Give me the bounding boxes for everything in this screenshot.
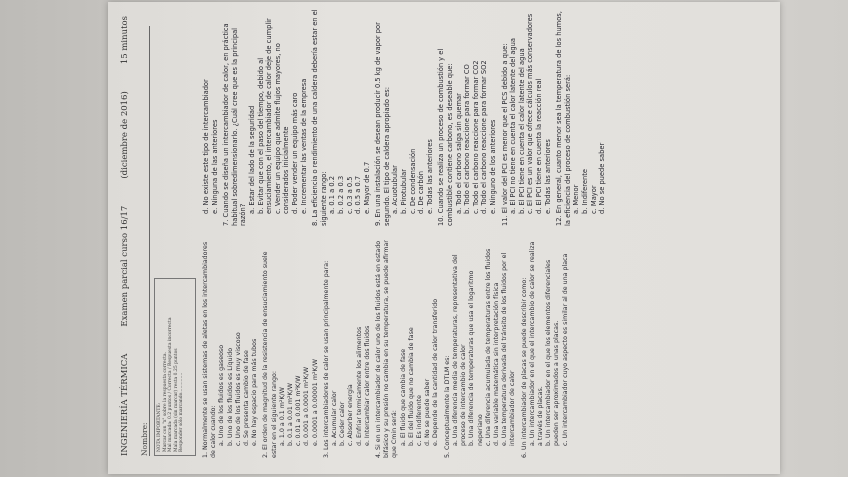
question: [262, 240, 319, 458]
exam-duration: 15 minutos: [120, 16, 130, 65]
question-statement: La eficiencia o rendimiento de una caldera debería estar en el siguiente rango:: [311, 9, 328, 226]
question-statement: En una instalación se desean producir 0.5 kg de vapor por segundo. El tipo de caldera apropiado es:: [374, 22, 391, 226]
answer-option[interactable]: e. Ninguno de los anteriores: [489, 119, 497, 214]
answer-option[interactable]: a. Estar del lado de la seguridad: [247, 105, 256, 214]
answer-option[interactable]: c. 0.3 a 0.5: [345, 176, 354, 214]
question-statement: Conceptualmente la DTLM es:: [443, 355, 451, 450]
answer-option[interactable]: b. Un intercambiador en el que los elementos diferenciales pueden ser aproximados a unas placas.: [545, 259, 561, 446]
question-statement: El orden de magnitud de la resistencia de ensuciamiento suele estar en el siguiente rango:: [262, 251, 278, 458]
answer-option[interactable]: c. De condensación: [408, 148, 417, 214]
answer-option[interactable]: e. Incrementar las ventas de la empresa: [299, 78, 308, 214]
question-number: 4.: [375, 451, 383, 458]
answer-option[interactable]: a. Un intercambiador en el que el intercambio de calor se realiza a través de placas.: [528, 241, 544, 446]
question-text: [262, 240, 278, 458]
answer-option[interactable]: d. Todo el carbono reaccione para formar SO2: [480, 60, 489, 214]
answer-option[interactable]: d. Poder vender un equipo más caro: [290, 92, 299, 214]
answer-option[interactable]: b. El PCI tiene en cuenta el calor latente del agua: [517, 48, 526, 214]
answer-option[interactable]: c. Es indiferente: [416, 395, 424, 446]
answer-option[interactable]: d. El PCI tiene en cuenta la reacción real: [534, 78, 543, 214]
question-statement: Normalmente se usan sistemas de aletas en los intercambiadores de calor cuando:: [202, 241, 218, 458]
question: [555, 8, 607, 226]
answer-option[interactable]: e. Todas las anteriores: [425, 139, 434, 214]
note-line: Marcar con "x" sobre la respuesta correcta.: [162, 351, 168, 452]
name-line: Nombre:: [140, 26, 150, 456]
answer-option[interactable]: d. No se puede saber: [598, 142, 607, 214]
question-number: 1.: [202, 451, 209, 458]
question-statement: Un intercambiador de placas se puede describir como:: [520, 277, 528, 450]
answer-option[interactable]: e. Intercambiar calor entre dos fluidos: [363, 325, 371, 446]
question-statement: Cuando se diseña un intercambiador de calor, en práctica habitual sobredimensionarlo. ¿Cuál cree que es la principal razón?: [222, 23, 248, 226]
left-column: [202, 240, 610, 458]
answer-option[interactable]: d. No se puede saber: [424, 378, 432, 446]
question: [521, 240, 570, 458]
answer-option[interactable]: c. Un intercambiador cuyo aspecto es similar al de una placa: [561, 253, 569, 446]
question: [222, 8, 308, 226]
answer-option[interactable]: a. 1.0 a 0.1 m²K/W: [278, 387, 286, 446]
answer-option[interactable]: c. 0.01 a 0.001 m²K/W: [295, 375, 303, 446]
exam-header: [120, 16, 130, 456]
answer-option[interactable]: c. Mayor: [589, 185, 598, 214]
question-statement: En general, cuanto menor sea la temperatura de los humos, la eficiencia del proceso de combustión será:: [555, 11, 572, 226]
answer-option[interactable]: b. Todo el carbono reaccione para formar CO: [463, 64, 472, 214]
answer-option[interactable]: b. Ceder calor: [339, 401, 347, 446]
answer-option[interactable]: b. Una diferencia de temperaturas que usa el logaritmo neperiano: [468, 270, 484, 446]
answer-option[interactable]: c. Absorber energía: [347, 384, 355, 446]
answer-option[interactable]: c. Uno de los fluidos es muy viscoso: [234, 332, 242, 446]
question-text: [311, 8, 328, 226]
question-statement: El valor del PCI es menor que el PCS debido a que:: [500, 43, 509, 214]
question-number: 11.: [500, 215, 509, 226]
answer-option[interactable]: a. Acumular calor: [331, 390, 339, 446]
question: [311, 8, 371, 226]
answer-option[interactable]: d. 0.001 a 0.0001 m²K/W: [303, 366, 311, 446]
question-number: 6.: [520, 451, 528, 458]
note-line: Responder sólo marcando..............: [179, 372, 185, 452]
question-number: 5.: [443, 451, 451, 458]
exam-sheet: [108, 2, 780, 474]
answer-option[interactable]: d. De carbón: [417, 171, 426, 214]
question-statement: Cuando se realiza un proceso de combustión y el combustible contiene carbono, es deseable que:: [437, 48, 455, 226]
question-number: 10.: [437, 215, 446, 226]
question-text: [437, 8, 454, 226]
answer-option[interactable]: e. No hay espacio para más tubos: [251, 338, 259, 446]
question-number: 8.: [311, 219, 320, 226]
answer-option[interactable]: d. No existe este tipo de intercambiador: [202, 79, 210, 214]
note-line: Mala marcada (sin marcar) resta 0.25 puntos: [173, 348, 179, 452]
question: [444, 240, 518, 458]
question: [202, 8, 219, 226]
answer-option[interactable]: b. Indiferente: [580, 169, 589, 214]
question-text: [222, 8, 248, 226]
answer-option[interactable]: e. Una temperatura derivada del tránsito de los fluidos por el intercambiador de calor: [501, 252, 517, 446]
answer-option[interactable]: b. Uno de los fluidos es Líquido: [226, 347, 234, 446]
answer-option[interactable]: a. Todo el carbono salga sin quemar: [454, 93, 463, 214]
question-number: 3.: [322, 451, 330, 458]
answer-option[interactable]: b. 0.2 a 0.3: [336, 175, 345, 214]
question-number: 9.: [374, 219, 383, 226]
answer-option[interactable]: d. Una variable matemática sin interpretación física: [492, 282, 500, 446]
exam-title: Examen parcial curso 16/17: [120, 205, 130, 327]
answer-option[interactable]: b. Evitar que con el paso del tiempo, debido al ensuciamiento, el intercambiador de calor deje de cumplir: [256, 18, 274, 214]
question: [374, 8, 434, 226]
answer-option[interactable]: a. Acuotubular: [391, 165, 400, 214]
question-text: [555, 8, 572, 226]
answer-option[interactable]: d. Se presenta cambio de fase: [243, 350, 251, 446]
question: [323, 240, 372, 458]
question-text: [202, 240, 218, 458]
answer-option[interactable]: a. Menor: [572, 184, 581, 214]
question-statement: Los intercambiadores de calor se usan principalmente para:: [322, 260, 330, 450]
questions-area: [202, 8, 610, 458]
note-title: NOTA IMPORTANTE:: [157, 402, 162, 452]
exam-date: (diciembre de 2016): [120, 91, 130, 179]
question: [375, 240, 441, 458]
question-statement: Si en un intercambiador de calor uno de los fluidos está en estado bifásico y su presión no cambia en su temperatura, se puede afirmar que Cmin será:: [375, 240, 399, 458]
answer-option[interactable]: c. Todo el carbono reaccione para formar CO2: [471, 60, 480, 214]
question-text: [444, 240, 452, 458]
question-text: [323, 240, 331, 458]
answer-option[interactable]: d. Enfriar termicamente los alimentos: [355, 326, 363, 446]
sheet-content: [108, 2, 780, 474]
question-number: 7.: [222, 219, 231, 226]
answer-option[interactable]: a. Una diferencia media de temperaturas, representativa del proceso de intercambio de calor: [451, 254, 468, 446]
answer-option[interactable]: a. Uno de los fluidos es gaseoso: [218, 344, 226, 446]
question: [501, 8, 553, 226]
answer-option[interactable]: b. Pirotubular: [400, 169, 409, 214]
question: [202, 240, 259, 458]
right-column: [202, 8, 610, 226]
answer-option[interactable]: e. 0.0001 a 0.00001 m²K/W: [311, 359, 319, 446]
question-text: [374, 8, 391, 226]
question: [437, 8, 497, 226]
answer-option[interactable]: c. Una diferencia acumulada de temperaturas entre los fluidos: [484, 248, 492, 446]
question-text: [521, 240, 529, 458]
question-text: [375, 240, 400, 458]
question-number: 12.: [555, 215, 564, 226]
answer-option[interactable]: b. 0.1 a 0.01 m²K/W: [287, 382, 295, 446]
answer-option[interactable]: b. El del fluido que no cambia de fase: [407, 327, 415, 446]
answer-option[interactable]: c. El PCI es un valor que ofrece cálculos más conservadores: [526, 13, 535, 214]
answer-option[interactable]: e. Depende de la cantidad de calor transferido: [432, 298, 440, 446]
answer-option[interactable]: e. Todas las anteriores: [543, 139, 552, 214]
answer-option[interactable]: c. Vender un equipo que admite flujos mayores, no considerados inicialmente: [273, 43, 291, 214]
course-title: INGENIERÍA TÉRMICA: [120, 353, 130, 456]
question-number: 2.: [262, 451, 270, 458]
answer-option[interactable]: a. 0.1 a 0.2: [328, 176, 337, 214]
answer-option[interactable]: d. 0.5 a 0.7: [354, 175, 363, 214]
note-line: Mal marcada: 0.2 puntos / Correcta / Respuesta incorrecta: [168, 317, 174, 452]
important-note-box: [154, 278, 196, 456]
answer-option[interactable]: a. El PCI no tiene en cuenta el calor latente del agua: [509, 38, 518, 214]
question-text: [501, 8, 510, 226]
answer-option[interactable]: e. Ninguna de las anteriores: [210, 119, 219, 214]
answer-option[interactable]: a. El fluido que cambia de fase: [399, 348, 407, 446]
answer-option[interactable]: e. Mayor de 0.7: [362, 161, 371, 214]
